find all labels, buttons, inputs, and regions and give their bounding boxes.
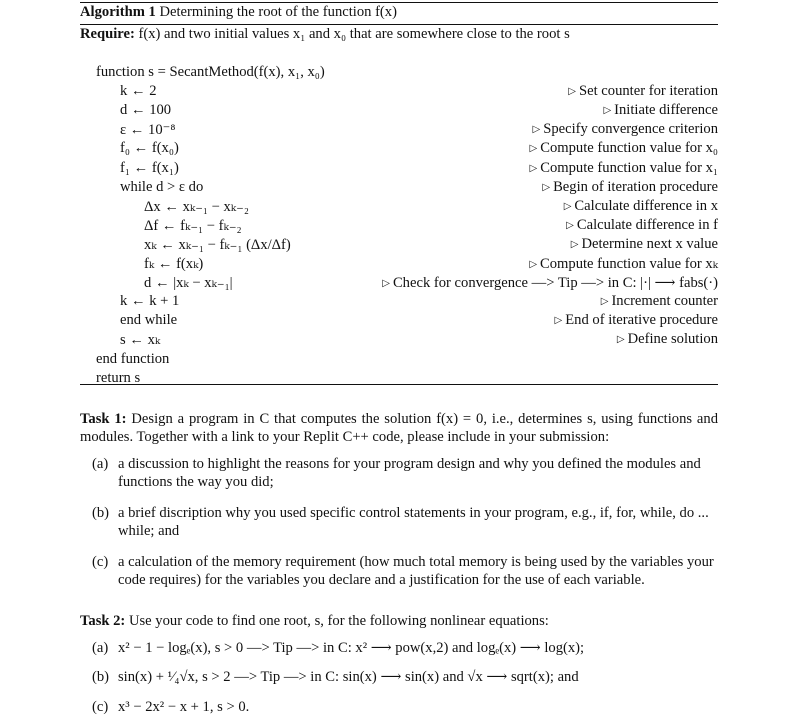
algorithm-line-code: s ← xₖ	[120, 332, 161, 348]
comment-text: Determine next x value	[581, 236, 718, 252]
comment-triangle-icon: ▷	[566, 220, 574, 231]
comment-triangle-icon: ▷	[603, 105, 612, 116]
comment-text: Set counter for iteration	[579, 83, 718, 99]
list-item-label: (b)	[92, 669, 110, 685]
comment-text: Specify convergence criterion	[543, 121, 718, 137]
algorithm-line-comment	[568, 83, 718, 100]
comment-triangle-icon: ▷	[568, 86, 576, 97]
algorithm-line-code: d ← |xₖ − xₖ₋₁|	[144, 275, 233, 291]
algorithm-caption	[80, 4, 397, 21]
list-item-text: a brief discription why you used specific control statements in your program, e.g., if, for, while, do ... while; and	[118, 505, 709, 539]
algorithm-caption-text: Determining the root of the function f(x)	[159, 4, 397, 20]
list-item-text: a discussion to highlight the reasons for your program design and why you defined the modules and functions the way you did;	[118, 456, 701, 490]
algorithm-line-code: f₀ ← f(x₀)	[120, 140, 179, 156]
comment-triangle-icon: ▷	[542, 182, 551, 193]
algorithm-line-code: return s	[96, 370, 141, 386]
algorithm-line-comment	[566, 217, 718, 234]
list-item-label: (a)	[92, 640, 109, 656]
list-item-text: a calculation of the memory requirement (how much total memory is being used by the variables your code requires) for the variables you declare and a justification for the use of each variable.	[118, 554, 714, 588]
bottom-rule	[80, 384, 718, 385]
comment-text: Calculate difference in f	[576, 217, 718, 233]
algorithm-line-code: end function	[96, 351, 170, 367]
list-item	[92, 639, 718, 657]
comment-text: Initiate difference	[614, 102, 718, 118]
comment-text: Compute function value for xₖ	[540, 256, 718, 272]
top-rule	[80, 2, 718, 3]
comment-triangle-icon: ▷	[382, 278, 390, 289]
algorithm-line-comment	[533, 121, 718, 138]
comment-triangle-icon: ▷	[570, 239, 579, 250]
comment-text: Compute function value for x₀	[540, 140, 718, 156]
comment-text: Calculate difference in x	[574, 198, 718, 214]
task2-label: Task 2:	[80, 613, 126, 629]
list-item-text: x² − 1 − logₑ(x), s > 0 —> Tip —> in C: x² ⟶ pow(x,2) and logₑ(x) ⟶ log(x);	[118, 640, 585, 656]
task1-label: Task 1:	[80, 411, 127, 427]
comment-text: Define solution	[627, 331, 718, 347]
list-item-label: (b)	[92, 505, 110, 521]
list-item	[92, 553, 718, 589]
algorithm-line-comment	[617, 331, 718, 348]
algorithm-line-code: Δf ← fₖ₋₁ − fₖ₋₂	[144, 218, 242, 234]
algorithm-line-code: f₁ ← f(x₁)	[120, 160, 179, 176]
algorithm-line-code: d ← 100	[120, 102, 172, 118]
require-line	[80, 26, 570, 43]
algorithm-line-code: end while	[120, 312, 178, 328]
task1-intro	[80, 410, 718, 446]
caption-rule	[80, 24, 718, 25]
list-item-text: sin(x) + ¹⁄₄√x, s > 2 —> Tip —> in C: sin(x) ⟶ sin(x) and √x ⟶ sqrt(x); and	[118, 669, 579, 685]
algorithm-line-comment	[382, 274, 718, 292]
algorithm-line-code: fₖ ← f(xₖ)	[144, 256, 204, 272]
task1-intro-text: Design a program in C that computes the solution f(x) = 0, i.e., determines s, using functions and modules. Together with a link to your Replit C++ code, please include in your submission:	[80, 411, 719, 445]
algorithm-line-comment	[530, 160, 718, 177]
algorithm-line-code: function s = SecantMethod(f(x), x₁, x₀)	[96, 64, 325, 80]
list-item	[92, 698, 718, 716]
algorithm-line-comment	[571, 236, 718, 253]
comment-triangle-icon: ▷	[554, 315, 563, 326]
list-item	[92, 668, 718, 686]
comment-text: Check for convergence —> Tip —> in C: |·| ⟶ fabs(·)	[392, 275, 718, 291]
require-text: f(x) and two initial values x₁ and x₀ that are somewhere close to the root s	[138, 26, 570, 42]
list-item	[92, 504, 718, 540]
algorithm-line-comment	[542, 179, 718, 196]
comment-text: End of iterative procedure	[565, 312, 718, 328]
comment-triangle-icon: ▷	[532, 124, 541, 135]
algorithm-line-comment	[529, 255, 718, 273]
algorithm-line-code: while d > ε do	[120, 179, 204, 195]
algorithm-line-comment	[564, 198, 718, 215]
list-item-label: (c)	[92, 554, 109, 570]
comment-triangle-icon: ▷	[529, 259, 538, 270]
algorithm-line-code: ε ← 10⁻⁸	[120, 122, 176, 138]
list-item-text: x³ − 2x² − x + 1, s > 0.	[118, 699, 250, 715]
comment-text: Begin of iteration procedure	[553, 179, 718, 195]
comment-triangle-icon: ▷	[600, 296, 609, 307]
comment-triangle-icon: ▷	[529, 143, 538, 154]
algorithm-line-code: xₖ ← xₖ₋₁ − fₖ₋₁ (Δx/Δf)	[144, 237, 291, 253]
comment-triangle-icon: ▷	[529, 163, 538, 174]
require-label: Require:	[80, 26, 135, 42]
comment-text: Increment counter	[611, 293, 718, 309]
task2-intro	[80, 612, 718, 630]
comment-triangle-icon: ▷	[563, 201, 572, 212]
task2-intro-text: Use your code to find one root, s, for the following nonlinear equations:	[128, 613, 549, 629]
list-item	[92, 455, 718, 491]
list-item-label: (c)	[92, 699, 109, 715]
list-item-label: (a)	[92, 456, 109, 472]
comment-text: Compute function value for x₁	[540, 160, 718, 176]
algorithm-line-code: Δx ← xₖ₋₁ − xₖ₋₂	[144, 199, 249, 215]
algorithm-line-code: k ← 2	[120, 83, 157, 99]
algorithm-line-comment	[603, 102, 718, 119]
algorithm-line-comment	[601, 293, 718, 310]
algorithm-line-code: k ← k + 1	[120, 293, 180, 309]
algorithm-line-comment	[530, 140, 718, 157]
comment-triangle-icon: ▷	[616, 334, 625, 345]
algorithm-label: Algorithm 1	[80, 4, 156, 20]
algorithm-line-comment	[555, 312, 718, 329]
